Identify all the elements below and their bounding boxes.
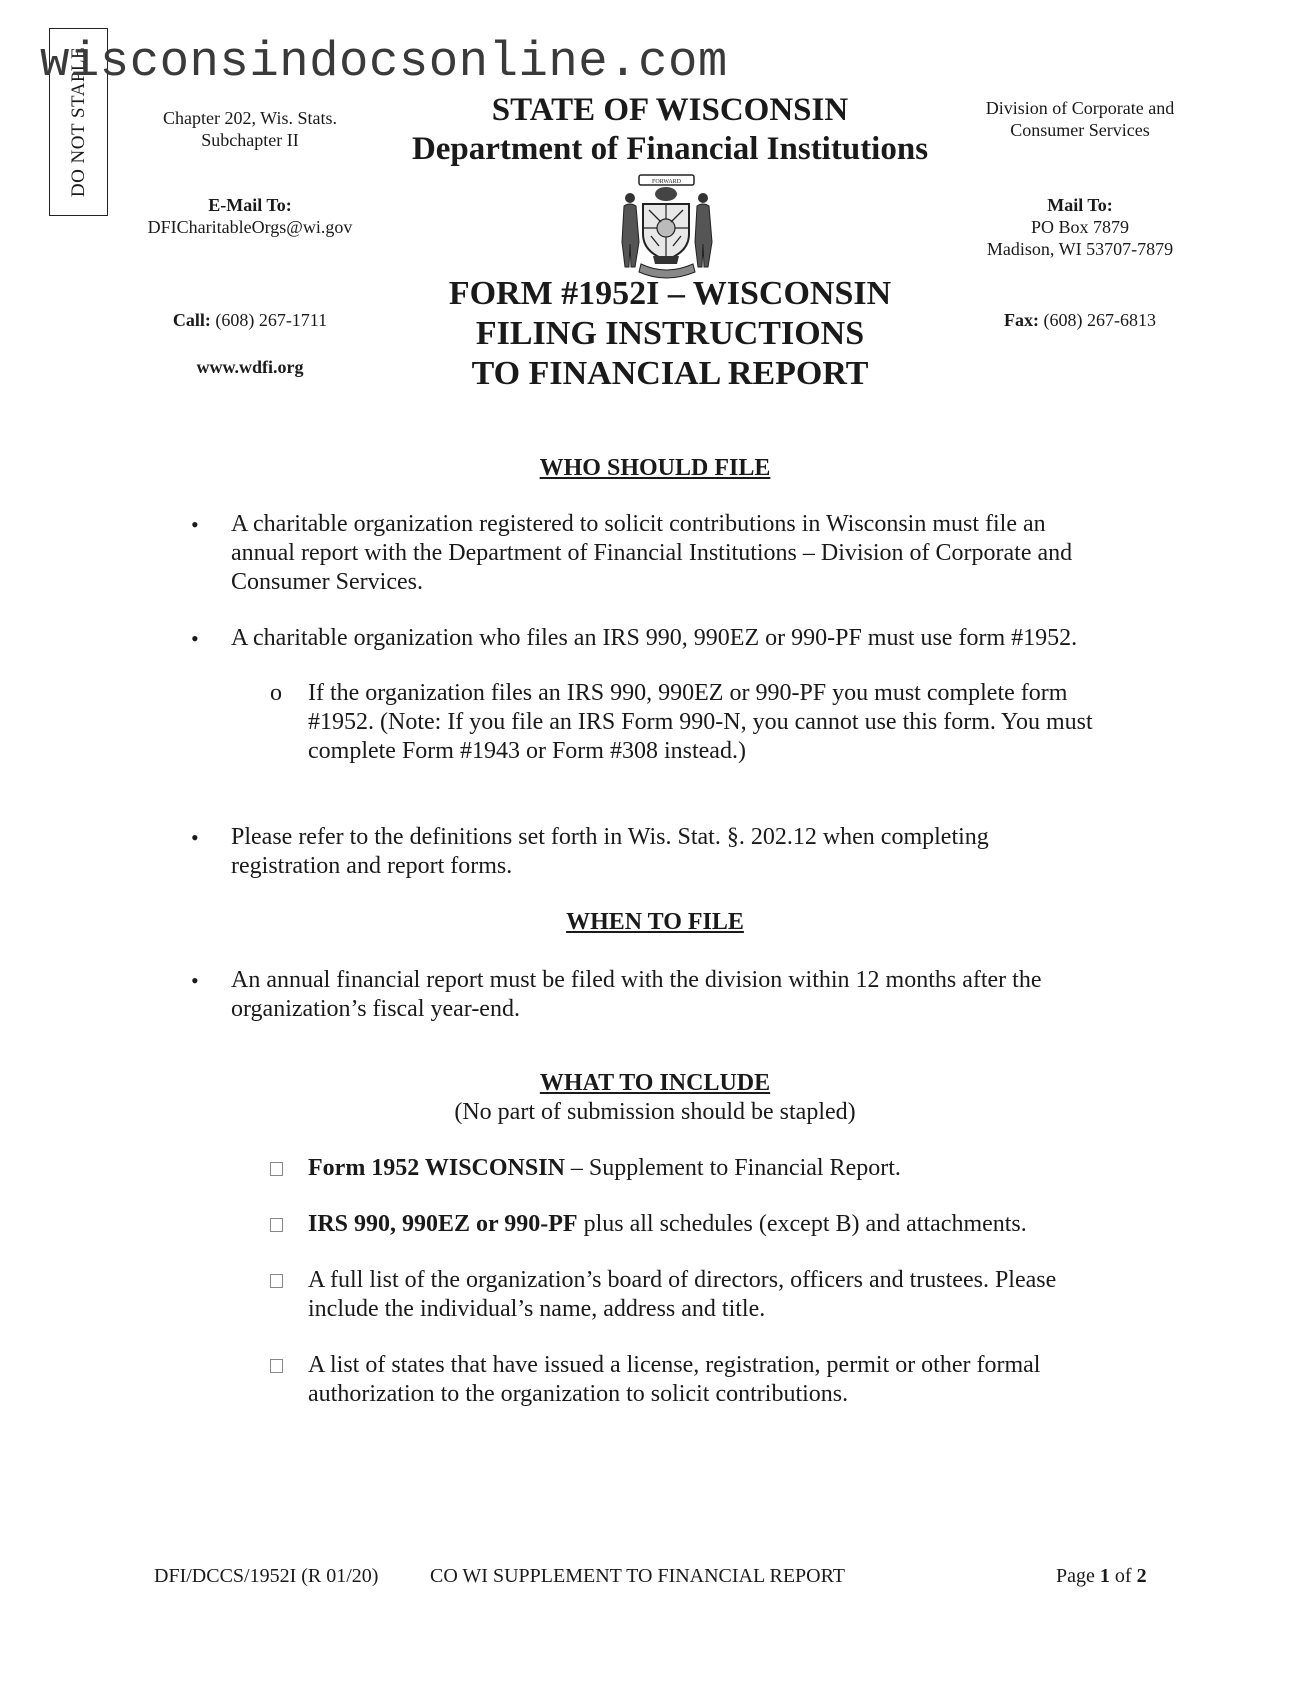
mail-line-1: PO Box 7879 [1030, 217, 1129, 237]
bullet-icon: • [191, 512, 199, 537]
watermark: wisconsindocsonline.com [40, 34, 728, 90]
include-item-4 [308, 1351, 1258, 1409]
checkbox-icon [270, 1218, 283, 1232]
what-to-include-heading: WHAT TO INCLUDE [539, 1070, 771, 1096]
who-sub-bullet-line-3: complete Form #1943 or Form #308 instead.) [308, 738, 746, 764]
include-item-2-text: plus all schedules (except B) and attachments. [577, 1211, 1027, 1237]
fax-label: Fax: [1004, 310, 1039, 330]
department-title: Department of Financial Institutions [411, 131, 929, 167]
who-sub-bullet-line-2: #1952. (Note: If you file an IRS Form 990-N, you cannot use this form. You must [308, 709, 1093, 735]
include-item-3-line-1: A full list of the organization’s board of directors, officers and trustees. Please [308, 1267, 1057, 1293]
bullet-icon: • [191, 825, 199, 850]
include-item-3 [308, 1266, 1258, 1324]
include-item-1 [308, 1154, 1258, 1183]
division-line-2: Consumer Services [1010, 120, 1150, 140]
what-to-include-note: (No part of submission should be stapled) [454, 1099, 856, 1125]
stamp-text: DO NOT STAPLE [67, 46, 89, 198]
call-label: Call: [172, 310, 211, 330]
form-title-line-3: TO FINANCIAL REPORT [471, 355, 869, 392]
page-mid: of [1109, 1565, 1137, 1587]
wisconsin-state-seal [613, 172, 720, 282]
call-block [110, 309, 390, 331]
include-item-1-text: – Supplement to Financial Report. [564, 1155, 901, 1181]
include-item-2-bold: IRS 990, 990EZ or 990-PF [308, 1211, 578, 1237]
chapter-line-2: Subchapter II [201, 130, 299, 150]
chapter-line-1: Chapter 202, Wis. Stats. [163, 108, 337, 128]
who-bullet-3 [231, 823, 1231, 881]
who-sub-bullet-line-1: If the organization files an IRS 990, 990EZ or 990-PF you must complete form [308, 680, 1068, 706]
bullet-icon: • [191, 626, 199, 651]
checkbox-icon [270, 1162, 283, 1176]
checkbox-icon [270, 1359, 283, 1373]
chapter-citation [130, 107, 370, 151]
sub-bullet-marker: o [270, 680, 282, 706]
seal-motto: FORWARD [651, 179, 682, 185]
form-title-line-2: FILING INSTRUCTIONS [475, 315, 865, 352]
who-bullet-1-line-2: annual report with the Department of Financial Institutions – Division of Corporate and [231, 540, 1073, 566]
fax-number: (608) 267-6813 [1043, 310, 1156, 330]
include-item-3-line-2: include the individual’s name, address and title. [308, 1296, 766, 1322]
include-item-4-line-1: A list of states that have issued a license, registration, permit or other formal [308, 1352, 1041, 1378]
division-block [950, 97, 1210, 141]
when-bullet-1-line-2: organization’s fiscal year-end. [231, 996, 520, 1022]
page-prefix: Page [1056, 1565, 1100, 1587]
page-current: 1 [1099, 1565, 1110, 1587]
fax-block [950, 309, 1210, 331]
bullet-icon: • [191, 968, 199, 993]
mail-block [950, 194, 1210, 260]
email-block [110, 194, 390, 238]
footer-form-code: DFI/DCCS/1952I (R 01/20) [154, 1565, 379, 1587]
checkbox-icon [270, 1274, 283, 1288]
include-item-1-bold: Form 1952 WISCONSIN [308, 1155, 565, 1181]
when-bullet-1 [231, 966, 1231, 1024]
who-bullet-1 [231, 510, 1231, 597]
who-bullet-3-line-2: registration and report forms. [231, 853, 513, 879]
footer-title: CO WI SUPPLEMENT TO FINANCIAL REPORT [430, 1565, 845, 1587]
include-item-4-line-2: authorization to the organization to solicit contributions. [308, 1381, 849, 1407]
state-title: STATE OF WISCONSIN [491, 92, 849, 128]
who-bullet-1-line-1: A charitable organization registered to solicit contributions in Wisconsin must file an [231, 511, 1046, 537]
who-sub-bullet [308, 679, 1258, 766]
seal-graphic [613, 172, 720, 282]
website: www.wdfi.org [196, 357, 304, 377]
include-item-2 [308, 1210, 1258, 1239]
call-number: (608) 267-1711 [215, 310, 328, 330]
email-address: DFICharitableOrgs@wi.gov [147, 217, 353, 237]
mail-label: Mail To: [1047, 195, 1113, 215]
footer-page-number [1056, 1565, 1147, 1588]
who-bullet-2: A charitable organization who files an IRS 990, 990EZ or 990-PF must use form #1952. [231, 625, 1078, 651]
page-total: 2 [1136, 1565, 1147, 1587]
division-line-1: Division of Corporate and [985, 98, 1175, 118]
when-to-file-heading: WHEN TO FILE [566, 909, 744, 935]
mail-line-2: Madison, WI 53707-7879 [986, 239, 1174, 259]
who-bullet-3-line-1: Please refer to the definitions set forth in Wis. Stat. §. 202.12 when completing [231, 824, 989, 850]
who-bullet-1-line-3: Consumer Services. [231, 569, 423, 595]
email-label: E-Mail To: [208, 195, 292, 215]
form-title-line-1: FORM #1952I – WISCONSIN [448, 275, 892, 312]
when-bullet-1-line-1: An annual financial report must be filed with the division within 12 months after the [231, 967, 1042, 993]
who-should-file-heading: WHO SHOULD FILE [539, 455, 771, 481]
